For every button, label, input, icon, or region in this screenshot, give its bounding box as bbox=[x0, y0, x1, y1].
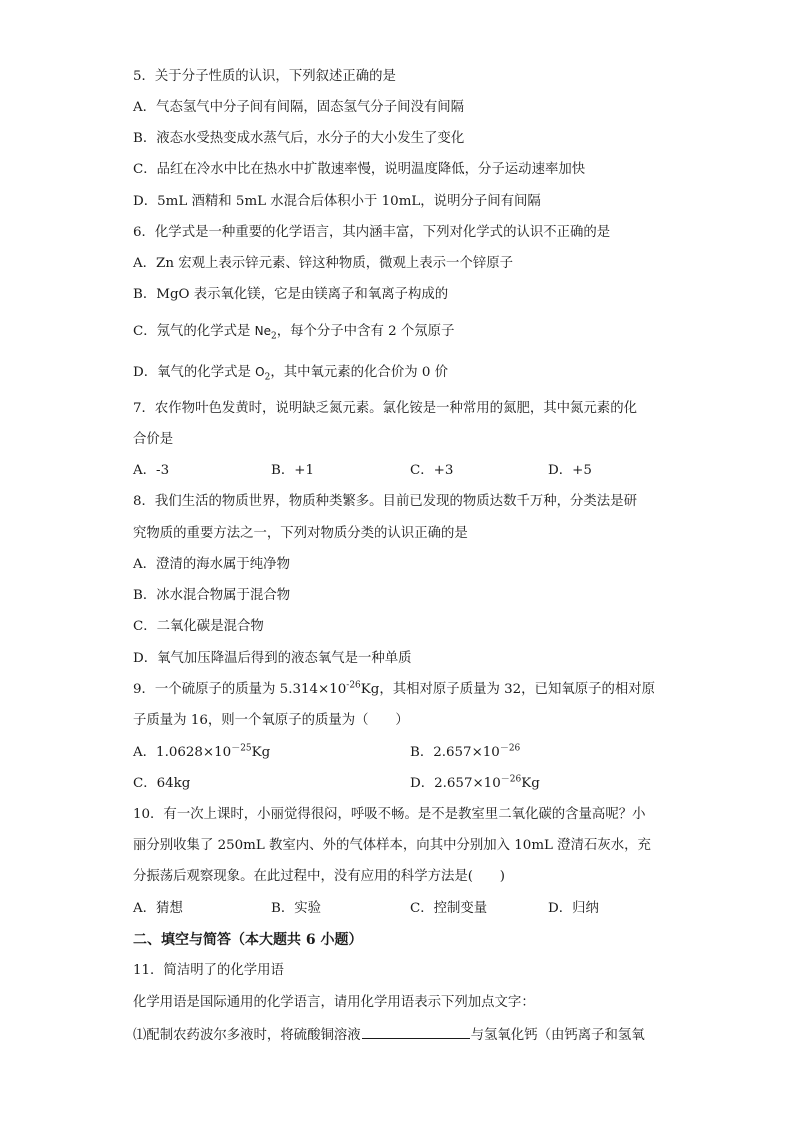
q5-stem: 5．关于分子性质的认识，下列叙述正确的是 bbox=[133, 69, 396, 84]
q9-option-a-exponent: －25 bbox=[231, 743, 252, 754]
q9-stem-post: Kg，其相对原子质量为 32，已知氧原子的相对原 bbox=[360, 682, 656, 697]
q10-stem-line2: 丽分别收集了 250mL 教室内、外的气体样本，向其中分别加入 10mL 澄清石灰水，充 bbox=[133, 838, 651, 853]
q9-option-c: C．64kg bbox=[133, 776, 191, 791]
q9-option-d bbox=[410, 775, 540, 793]
q6-option-d-formula: O bbox=[255, 365, 265, 379]
q6-option-a: A．Zn 宏观上表示锌元素、锌这种物质，微观上表示一个锌原子 bbox=[133, 256, 514, 271]
q11-part1 bbox=[133, 1025, 645, 1045]
q9-option-b bbox=[410, 744, 520, 762]
q6-option-c bbox=[133, 322, 454, 341]
q11-part1-pre: ⑴配制农药波尔多液时，将硫酸铜溶液 bbox=[133, 1028, 361, 1043]
section-heading: 二、填空与简答（本大题共 6 小题） bbox=[133, 932, 363, 948]
q8-stem-line2: 究物质的重要方法之一，下列对物质分类的认识正确的是 bbox=[133, 526, 468, 541]
q7-option-d: D．+5 bbox=[548, 463, 592, 478]
q10-option-c: C．控制变量 bbox=[410, 901, 488, 916]
q9-option-d-exponent: －26 bbox=[500, 774, 522, 785]
q7-option-b: B．+1 bbox=[271, 463, 314, 478]
q9-stem-pre: 9．一个硫原子的质量为 5.314×10 bbox=[133, 682, 347, 697]
q9-option-a-pre: A．1.0628×10 bbox=[133, 745, 232, 760]
q9-option-d-pre: D．2.657×10 bbox=[410, 776, 501, 791]
q10-option-a: A．猜想 bbox=[133, 901, 183, 916]
q6-option-c-formula: Ne bbox=[254, 324, 271, 338]
q9-stem-exponent: -26 bbox=[346, 680, 361, 691]
q7-option-c: C．+3 bbox=[410, 463, 454, 478]
answer-blank[interactable] bbox=[362, 1025, 470, 1039]
q11-intro: 化学用语是国际通用的化学语言，请用化学用语表示下列加点文字： bbox=[133, 995, 535, 1010]
q7-option-a: A．-3 bbox=[133, 463, 170, 478]
q6-option-c-pre: C．氖气的化学式是 bbox=[133, 324, 255, 339]
q8-option-b: B．冰水混合物属于混合物 bbox=[133, 588, 291, 603]
q6-option-c-subscript: 2 bbox=[271, 331, 277, 342]
q11-part1-post: 与氢氧化钙（由钙离子和氢氧 bbox=[470, 1028, 645, 1043]
q6-option-c-post: ，每个分子中含有 2 个氖原子 bbox=[276, 324, 455, 339]
q8-option-d: D．氧气加压降温后得到的液态氧气是一种单质 bbox=[133, 651, 412, 666]
q7-stem-line1: 7．农作物叶色发黄时，说明缺乏氮元素。氯化铵是一种常用的氮肥，其中氮元素的化 bbox=[133, 401, 637, 416]
q6-option-d-subscript: 2 bbox=[264, 372, 271, 383]
q5-option-c: C．品红在冷水中比在热水中扩散速率慢，说明温度降低，分子运动速率加快 bbox=[133, 162, 586, 177]
q9-option-b-exponent: －26 bbox=[499, 743, 521, 754]
q6-stem: 6．化学式是一种重要的化学语言，其内涵丰富，下列对化学式的认识不正确的是 bbox=[133, 225, 611, 240]
q9-stem-line2: 子质量为 16，则一个氧原子的质量为（ ） bbox=[133, 713, 409, 728]
q5-option-b: B．液态水受热变成水蒸气后，水分子的大小发生了变化 bbox=[133, 131, 465, 146]
q6-option-d-post: ，其中氧元素的化合价为 0 价 bbox=[270, 365, 449, 380]
q7-stem-line2: 合价是 bbox=[133, 432, 174, 447]
q8-option-c: C．二氧化碳是混合物 bbox=[133, 619, 264, 634]
q10-stem-line1: 10．有一次上课时，小丽觉得很闷，呼吸不畅。是不是教室里二氧化碳的含量高呢？小 bbox=[133, 807, 646, 822]
q11-stem: 11．简洁明了的化学用语 bbox=[133, 963, 284, 978]
q9-option-a-post: Kg bbox=[251, 745, 271, 760]
q5-option-a: A．气态氢气中分子间有间隔，固态氢气分子间没有间隔 bbox=[133, 100, 465, 115]
q8-option-a: A．澄清的海水属于纯净物 bbox=[133, 557, 290, 572]
q9-option-d-post: Kg bbox=[521, 776, 540, 791]
q5-option-d: D．5mL 酒精和 5mL 水混合后体积小于 10mL，说明分子间有间隔 bbox=[133, 194, 541, 209]
q6-option-d bbox=[133, 363, 448, 382]
q8-stem-line1: 8．我们生活的物质世界，物质种类繁多。目前已发现的物质达数千万种，分类法是研 bbox=[133, 494, 637, 509]
q6-option-b: B．MgO 表示氧化镁，它是由镁离子和氧离子构成的 bbox=[133, 287, 449, 302]
q10-option-b: B．实验 bbox=[271, 901, 322, 916]
q9-stem-line1 bbox=[133, 681, 655, 699]
q10-option-d: D．归纳 bbox=[548, 901, 599, 916]
q6-option-d-pre: D．氧气的化学式是 bbox=[133, 365, 256, 380]
q10-stem-line3: 分振荡后观察现象。在此过程中，没有应用的科学方法是( ) bbox=[133, 869, 505, 884]
q9-option-a bbox=[133, 744, 270, 762]
q9-option-b-pre: B．2.657×10 bbox=[410, 745, 500, 760]
